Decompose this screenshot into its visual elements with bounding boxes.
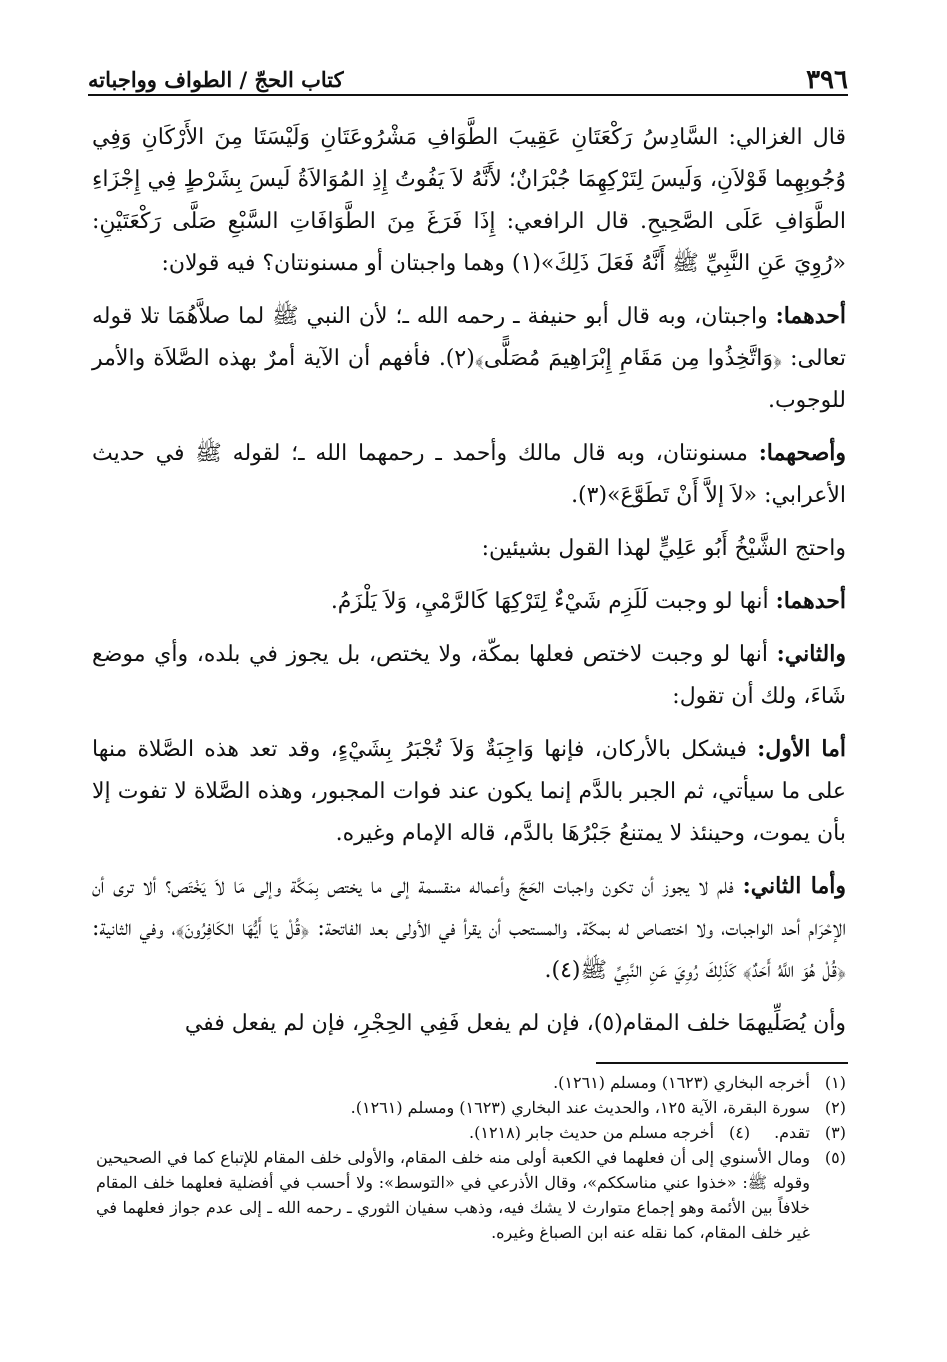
main-text	[92, 116, 846, 1055]
footnote-divider	[596, 1062, 848, 1064]
running-title: كتاب الحجّ / الطواف وواجباته	[88, 67, 344, 92]
paragraph-text: فيشكل بالأركان، فإنها وَاجِبَةٌ وَلاَ تُجْبَرُ بِشَيْءٍ، وقد تعد هذه الصَّلاة منها على ما سيأتي، ثم الجبر بالدَّم إنما يكون عند فوات المجبور، وهذه الصَّلاة لا تفوت إلا بأن يموت، وحينئذ لا يمتنعُ جَبْرُهَا بالدَّم، قاله الإمام وغيره.	[92, 737, 846, 846]
paragraph-text: مسنونتان، وبه قال مالك وأحمد ـ رحمهما الله ـ؛ لقوله ﷺ في حديث الأعرابي: «لاَ إلاَّ أَنْ تَطَوَّعَ»(٣).	[92, 441, 846, 508]
paragraph	[92, 1002, 846, 1045]
footnote-row	[96, 1120, 846, 1145]
paragraph-lead: وأصحهما:	[758, 440, 846, 466]
paragraph-text: واحتج الشَّيْخُ أَبُو عَلِيٍّ لهذا القول بشيئين:	[481, 536, 846, 561]
paragraph-lead: أحدهما:	[775, 303, 846, 329]
footnote-number: (١)	[824, 1073, 846, 1092]
paragraph	[92, 432, 846, 517]
footnote	[96, 1095, 846, 1120]
footnote	[469, 1120, 750, 1145]
paragraph	[92, 728, 846, 855]
footnote-number: (٢)	[824, 1098, 846, 1117]
paragraph-lead: والثاني:	[776, 641, 846, 667]
page-number: ٣٩٦	[806, 65, 848, 95]
footnote	[96, 1070, 846, 1095]
paragraph-lead: وأما الثاني:	[742, 873, 846, 899]
paragraph	[92, 116, 846, 285]
paragraph-lead: أما الأول:	[757, 736, 846, 762]
footnotes	[96, 1070, 846, 1245]
paragraph	[92, 295, 846, 422]
footnote-text: أخرجه البخاري (١٦٢٣) ومسلم (١٢٦١).	[553, 1073, 810, 1092]
footnote-number: (٤)	[728, 1123, 751, 1142]
paragraph	[92, 865, 846, 992]
page-header	[88, 60, 848, 96]
paragraph-text: فلم لا يجوز أن تكون واجبات الحَجّ وأعماله منقسمة إلى ما يختص بِمَكَّة وإلى مَا لاَ يَخْتَص؟ ألا ترى أن الإحْرَام أحد الواجبات، ولا اختصاص له بمكّة. والمستحب أن يقرأ في الأولى بعد الفاتحة: ﴿قُلْ يَا أَيُّهَا الكَافِرُونَ﴾، وفي الثانية: ﴿قُلْ هُوَ اللَّهُ أَحَدٌ﴾ كَذَلِكَ رُوِيَ عَنِ النَّبِيِّ ﷺ(٤).	[92, 874, 846, 983]
footnote-text: أخرجه مسلم من حديث جابر (١٢١٨).	[469, 1123, 715, 1142]
footnote	[774, 1120, 846, 1145]
footnote-text: ومال الأسنوي إلى أن فعلهما في الكعبة أولى منه خلف المقام، والأولى خلف المقام للإتباع كما في الصحيحين وقوله ﷺ: «خذوا عني مناسككم»، وقال الأذرعي في «التوسط»: ولا أحسب في أفضلية فعلهما خلف المقام خلافاً بين الأئمة وهو إجماع متوارث لا يشك فيه، وذهب سفيان الثوري ـ رحمه الله ـ إلى عدم جواز فعلهما في غير خلف المقام، كما نقله عنه ابن الصباغ وغيره.	[96, 1148, 810, 1242]
paragraph-text: أنها لو وجبت لاختص فعلها بمكّة، ولا يختص، بل يجوز في بلده، وأي موضع شَاءَ، ولك أن تقول:	[92, 642, 846, 709]
paragraph-text: واجبتان، وبه قال أبو حنيفة ـ رحمه الله ـ؛ لأن النبي ﷺ لما صلاَّهُمَا تلا قوله تعالى: ﴿وَاتَّخِذُوا مِن مَقَامِ إِبْرَاهِيمَ مُصَلًّى﴾(٢). فأفهم أن الآية أمرٌ بهذه الصَّلاَة والأمر للوجوب.	[92, 304, 846, 413]
paragraph-text: وأن يُصَلِّيهمَا خلف المقام(٥)، فإن لم يفعل فَفِي الحِجْرِ، فإن لم يفعل ففي	[184, 1011, 846, 1036]
footnote-text: تقدم.	[774, 1123, 810, 1142]
paragraph	[92, 580, 846, 623]
paragraph-lead: أحدهما:	[775, 588, 846, 614]
footnote-number: (٥)	[824, 1148, 846, 1167]
paragraph	[92, 633, 846, 718]
footnote	[96, 1145, 846, 1245]
paragraph-text: قال الغزالي: السَّادِسُ رَكْعَتَانِ عَقِيبَ الطَّوَافِ مَشْرُوعَتَانِ وَلَيْسَتَا مِنَ الأَرْكَانِ وَفِي وُجُوبِهِما قَوْلاَنِ، وَلَيسَ لِتَرْكِهِمَا جُبْرَانٌ؛ لأَنَّهُ لاَ يَفُوتُ إِذِ المُوَالاَةُ لَيسَ بِشَرْطٍ فِي إِجْزَاءِ الطَّوَافِ عَلَى الصَّحِيحِ. قال الرافعي: إِذَا فَرَغَ مِنَ الطَّوَافَاتِ السَّبْعِ صَلَّى رَكْعَتَيْنِ: «رُوِيَ عَنِ النَّبِيِّ ﷺ أَنَّهُ فَعَلَ ذَلِكَ»(١) وهما واجبتان أو مسنونتان؟ فيه قولان:	[92, 125, 846, 276]
paragraph-text: أنها لو وجبت لَلَزِم شَيْءٌ لِتَرْكِهَا كَالرَّمْيِ، وَلاَ يَلْزَمُ.	[330, 589, 776, 614]
paragraph	[92, 527, 846, 570]
footnote-text: سورة البقرة، الآية ١٢٥، والحديث عند البخاري (١٦٢٣) ومسلم (١٢٦١).	[350, 1098, 810, 1117]
footnote-number: (٣)	[824, 1123, 846, 1142]
